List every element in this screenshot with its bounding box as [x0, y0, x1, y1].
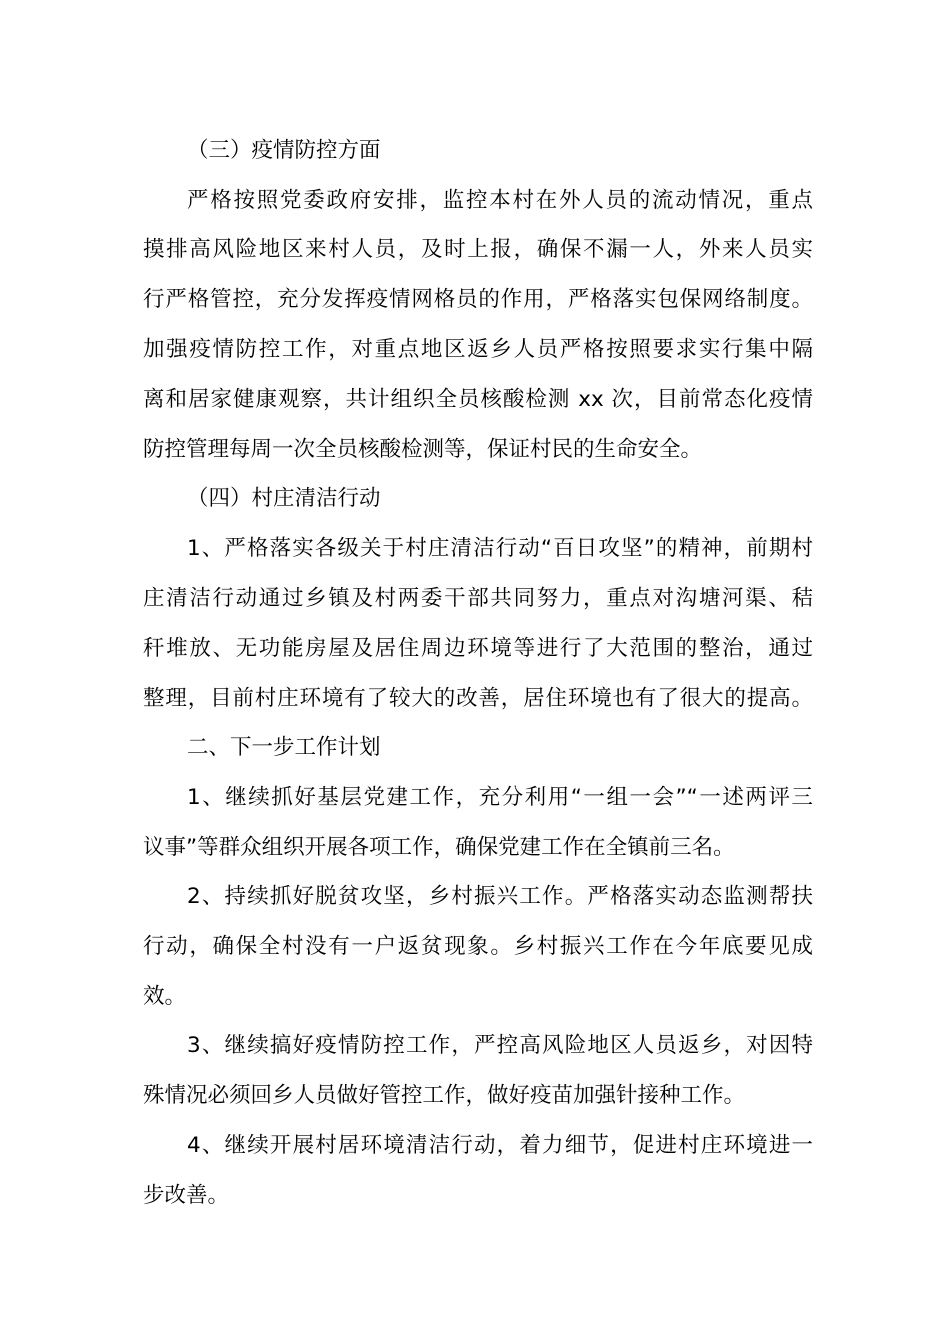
plan-item-line: 2、持续抓好脱贫攻坚，乡村振兴工作。严格落实动态监测帮扶 — [187, 884, 813, 909]
section-heading-village-cleaning: （四）村庄清洁行动 — [187, 486, 381, 511]
plan-item-line: 1、继续抓好基层党建工作，充分利用“一组一会”“一述两评三 — [187, 785, 813, 810]
paragraph-line: 行严格管控，充分发挥疫情网格员的作用，严格落实包保网络制度。 — [143, 287, 813, 312]
paragraph-line: 1、严格落实各级关于村庄清洁行动“百日攻坚”的精神，前期村 — [187, 536, 813, 561]
plan-item-line: 殊情况必须回乡人员做好管控工作，做好疫苗加强针接种工作。 — [143, 1083, 746, 1108]
plan-item-line: 4、继续开展村居环境清洁行动，着力细节，促进村庄环境进一 — [187, 1133, 813, 1158]
paragraph-line: 整理，目前村庄环境有了较大的改善，居住环境也有了很大的提高。 — [143, 686, 813, 711]
plan-item-line: 效。 — [143, 984, 187, 1009]
paragraph-line: 防控管理每周一次全员核酸检测等，保证村民的生命安全。 — [143, 437, 703, 462]
paragraph-line: 秆堆放、无功能房屋及居住周边环境等进行了大范围的整治，通过 — [143, 636, 813, 661]
paragraph-line: 摸排高风险地区来村人员，及时上报，确保不漏一人，外来人员实 — [143, 237, 813, 262]
paragraph-line: 加强疫情防控工作，对重点地区返乡人员严格按照要求实行集中隔 — [143, 337, 813, 362]
plan-item-line: 行动，确保全村没有一户返贫现象。乡村振兴工作在今年底要见成 — [143, 934, 813, 959]
plan-item-line: 议事”等群众组织开展各项工作，确保党建工作在全镇前三名。 — [143, 835, 735, 860]
section-heading-next-plan: 二、下一步工作计划 — [187, 735, 381, 760]
paragraph-line: 离和居家健康观察，共计组织全员核酸检测 xx 次，目前常态化疫情 — [143, 387, 813, 412]
section-heading-epidemic: （三）疫情防控方面 — [187, 138, 381, 163]
paragraph-line: 庄清洁行动通过乡镇及村两委干部共同努力，重点对沟塘河渠、秸 — [143, 586, 813, 611]
paragraph-line: 严格按照党委政府安排，监控本村在外人员的流动情况，重点 — [187, 188, 813, 213]
plan-item-line: 步改善。 — [143, 1183, 230, 1208]
plan-item-line: 3、继续搞好疫情防控工作，严控高风险地区人员返乡，对因特 — [187, 1033, 813, 1058]
